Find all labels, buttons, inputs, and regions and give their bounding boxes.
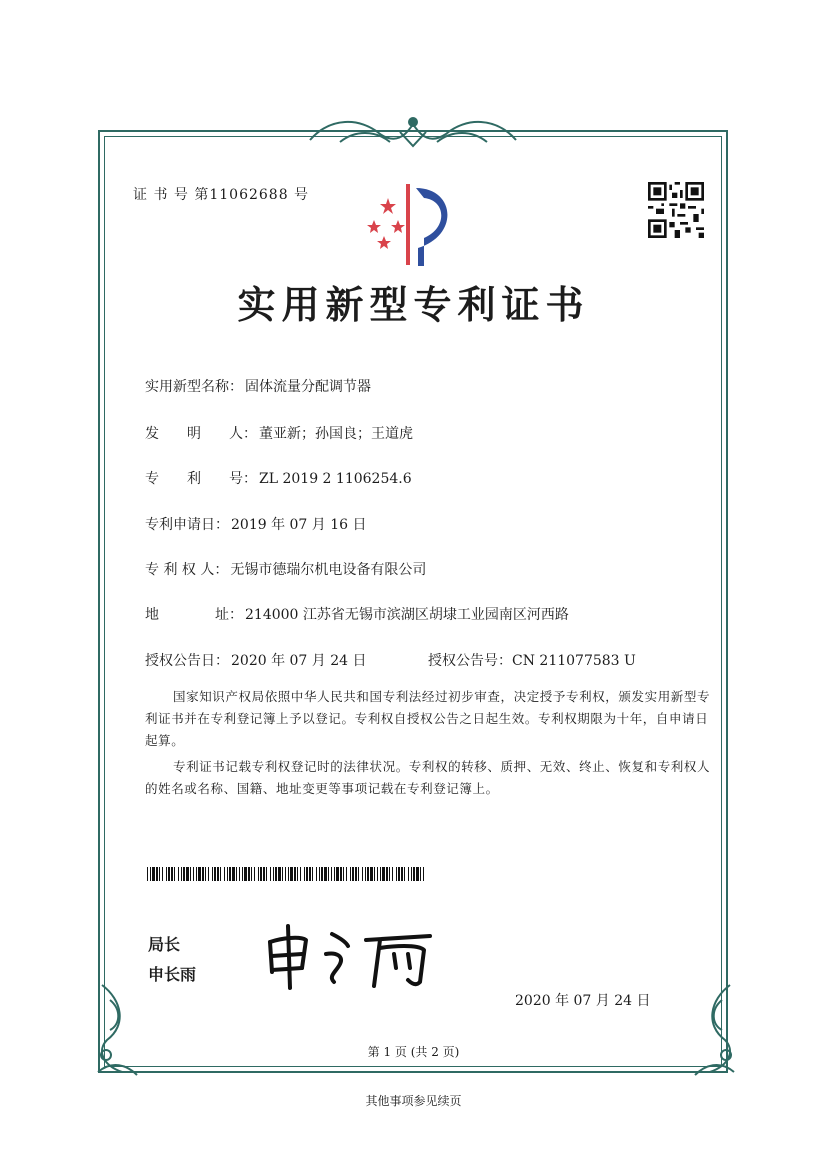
legal-status-paragraph: 专利证书记载专利权登记时的法律状况。专利权的转移、质押、无效、终止、恢复和专利权人的姓名或名称、国籍、地址变更等事项记载在专利登记簿上。 <box>145 759 711 796</box>
barcode-bar <box>224 867 225 881</box>
barcode-bar <box>398 867 400 881</box>
barcode-bar <box>156 867 158 881</box>
barcode-bar <box>208 867 209 881</box>
barcode-bar <box>254 867 255 881</box>
barcode-bar <box>389 867 390 881</box>
filing-date-row <box>145 514 367 534</box>
barcode-bar <box>316 867 317 881</box>
barcode-bar <box>251 867 252 881</box>
barcode-bar <box>196 867 197 881</box>
grant-number-row <box>428 650 636 670</box>
barcode-bar <box>411 867 412 881</box>
barcode-bar <box>358 867 359 881</box>
grant-date-row <box>145 650 367 670</box>
barcode-bar <box>258 867 259 881</box>
barcode-bar <box>355 867 357 881</box>
barcode-bar <box>290 867 293 881</box>
barcode-bar <box>346 867 347 881</box>
barcode-bar <box>386 867 388 881</box>
certificate-title: 实用新型专利证书 <box>237 283 590 327</box>
top-ornament-icon <box>300 112 527 152</box>
barcode-bar <box>285 867 286 881</box>
barcode-bar <box>248 867 250 881</box>
barcode-bar <box>147 867 148 881</box>
barcode-bar <box>382 867 385 881</box>
barcode-bar <box>352 867 354 881</box>
barcode-icon <box>147 867 427 881</box>
barcode-bar <box>343 867 344 881</box>
barcode-bar <box>239 867 240 881</box>
barcode-bar <box>183 867 185 881</box>
barcode-bar <box>263 867 265 881</box>
barcode-bar <box>297 867 298 881</box>
barcode-bar <box>423 867 424 881</box>
filing-date-value: 2019 年 07 月 16 日 <box>231 517 367 533</box>
patentee-row <box>145 559 426 579</box>
barcode-bar <box>328 867 329 881</box>
barcode-bar <box>309 867 311 881</box>
utility-model-name-row <box>145 376 371 396</box>
barcode-bar <box>260 867 262 881</box>
barcode-bar <box>288 867 289 881</box>
patentee-value: 无锡市德瑞尔机电设备有限公司 <box>230 562 427 578</box>
barcode-bar <box>321 867 323 881</box>
barcode-bar <box>300 867 301 881</box>
patent-number-label: 专 利 号： <box>145 471 257 487</box>
patentee-label: 专 利 权 人： <box>145 562 229 578</box>
barcode-bar <box>232 867 235 881</box>
barcode-bar <box>319 867 320 881</box>
barcode-bar <box>401 867 403 881</box>
page-number: 第 1 页 (共 2 页) <box>367 1045 460 1059</box>
official-name: 申长雨 <box>148 965 197 984</box>
bottom-left-ornament-icon <box>92 980 142 1080</box>
patent-number-value: ZL 2019 2 1106254.6 <box>259 471 412 487</box>
barcode-bar <box>416 867 419 881</box>
barcode-bar <box>306 867 308 881</box>
grant-number-label: 授权公告号： <box>428 653 512 669</box>
inventor-row <box>145 423 413 443</box>
barcode-bar <box>171 867 173 881</box>
certificate-number: 证 书 号 第11062688 号 <box>133 187 310 203</box>
cnipa-logo-icon <box>360 180 470 272</box>
footer-note: 其他事项参见续页 <box>365 1094 462 1108</box>
barcode-bar <box>174 867 175 881</box>
barcode-bar <box>380 867 381 881</box>
barcode-bar <box>312 867 313 881</box>
barcode-bar <box>370 867 373 881</box>
bottom-right-ornament-icon <box>690 980 740 1080</box>
grant-number-value: CN 211077583 U <box>512 653 636 669</box>
barcode-bar <box>166 867 167 881</box>
official-title: 局长 <box>148 935 181 954</box>
barcode-bar <box>159 867 160 881</box>
grant-date-label: 授权公告日： <box>145 653 229 669</box>
barcode-bar <box>214 867 216 881</box>
barcode-bar <box>324 867 327 881</box>
barcode-bar <box>278 867 281 881</box>
address-row <box>145 604 569 624</box>
barcode-bar <box>244 867 247 881</box>
utility-model-name-value: 固体流量分配调节器 <box>245 379 371 395</box>
barcode-bar <box>362 867 363 881</box>
barcode-bar <box>396 867 397 881</box>
barcode-bar <box>304 867 305 881</box>
barcode-bar <box>236 867 237 881</box>
barcode-bar <box>350 867 351 881</box>
utility-model-name-label: 实用新型名称： <box>145 379 243 395</box>
barcode-bar <box>273 867 274 881</box>
barcode-bar <box>266 867 267 881</box>
barcode-bar <box>242 867 243 881</box>
barcode-bar <box>413 867 415 881</box>
barcode-bar <box>217 867 219 881</box>
barcode-bar <box>275 867 277 881</box>
barcode-bar <box>420 867 421 881</box>
barcode-bar <box>270 867 271 881</box>
barcode-bar <box>367 867 369 881</box>
barcode-bar <box>181 867 182 881</box>
barcode-bar <box>178 867 179 881</box>
barcode-bar <box>168 867 170 881</box>
barcode-bar <box>190 867 191 881</box>
barcode-bar <box>374 867 375 881</box>
inventor-label: 发 明 人： <box>145 426 257 442</box>
filing-date-label: 专利申请日： <box>145 517 229 533</box>
sign-date: 2020 年 07 月 24 日 <box>515 993 651 1009</box>
address-value: 214000 江苏省无锡市滨湖区胡埭工业园南区河西路 <box>245 607 569 623</box>
barcode-bar <box>336 867 339 881</box>
barcode-bar <box>365 867 366 881</box>
barcode-bar <box>340 867 342 881</box>
barcode-bar <box>227 867 228 881</box>
grant-date-value: 2020 年 07 月 24 日 <box>231 653 367 669</box>
barcode-bar <box>334 867 335 881</box>
barcode-bar <box>392 867 393 881</box>
barcode-bar <box>186 867 189 881</box>
patent-number-row <box>145 468 412 488</box>
inventor-value: 董亚新；孙国良；王道虎 <box>259 426 413 442</box>
barcode-bar <box>162 867 163 881</box>
barcode-bar <box>408 867 409 881</box>
barcode-bar <box>229 867 231 881</box>
grant-statement-paragraph: 国家知识产权局依照中华人民共和国专利法经过初步审查，决定授予专利权，颁发实用新型专利证书并在专利登记簿上予以登记。专利权自授权公告之日起生效。专利权期限为十年，自申请日起算。 <box>145 689 711 748</box>
address-label: 地 址： <box>145 607 243 623</box>
barcode-bar <box>404 867 405 881</box>
barcode-bar <box>331 867 332 881</box>
barcode-bar <box>212 867 213 881</box>
barcode-bar <box>294 867 296 881</box>
barcode-bar <box>202 867 204 881</box>
barcode-bar <box>193 867 194 881</box>
barcode-bar <box>205 867 206 881</box>
barcode-bar <box>152 867 155 881</box>
barcode-bar <box>198 867 201 881</box>
barcode-bar <box>150 867 151 881</box>
handwritten-signature <box>262 920 442 990</box>
barcode-bar <box>377 867 378 881</box>
barcode-bar <box>282 867 283 881</box>
barcode-bar <box>220 867 221 881</box>
qr-code-icon <box>648 182 704 238</box>
